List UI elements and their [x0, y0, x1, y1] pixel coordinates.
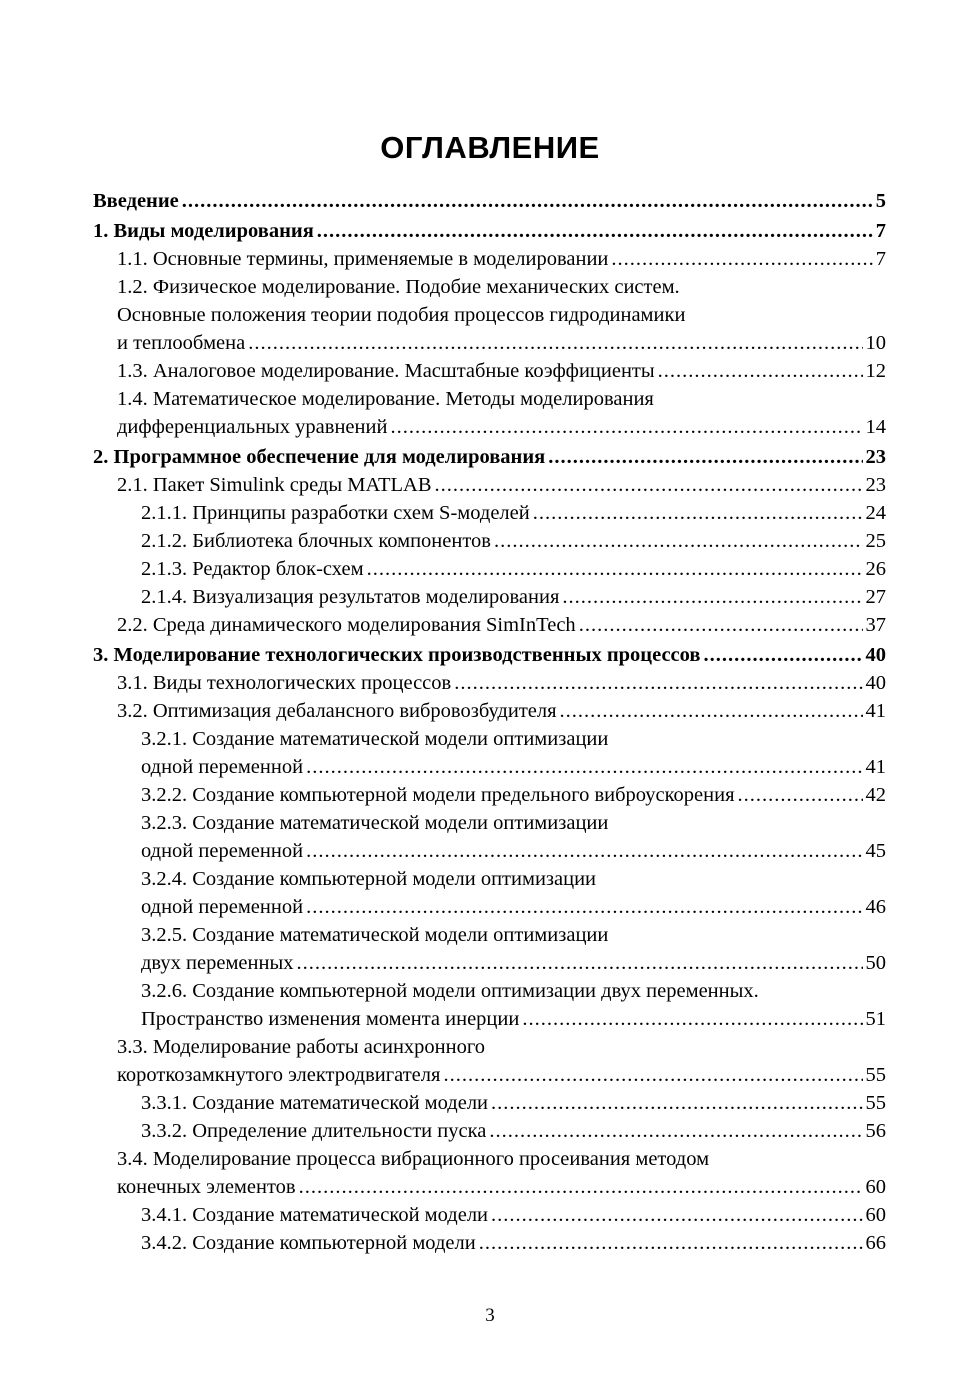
toc-entry-row [117, 245, 886, 273]
toc-page-number: 40 [865, 672, 886, 694]
toc-entry-title: одной переменной [141, 896, 304, 918]
toc-entry [93, 977, 886, 1033]
toc-leader-dots [182, 187, 873, 215]
toc-entry-title: одной переменной [141, 840, 304, 862]
toc-entry-title: 2.1.2. Библиотека блочных компонентов [141, 530, 491, 552]
toc-leader-dots [299, 1173, 863, 1201]
toc-entry-row [93, 187, 886, 215]
toc-entry-title: 1.1. Основные термины, применяемые в моделировании [117, 248, 609, 270]
toc-page-number: 5 [875, 190, 886, 212]
toc-entry-line: 3.2.6. Создание компьютерной модели оптимизации двух переменных. [141, 980, 759, 1002]
toc-page-number: 25 [865, 530, 886, 552]
toc-entry [93, 641, 886, 669]
toc-entry-title: 2. Программное обеспечение для моделирования [93, 446, 546, 468]
toc-entry [93, 499, 886, 527]
toc-entry-title: конечных элементов [117, 1176, 296, 1198]
toc-leader-dots [479, 1229, 863, 1257]
page-title: ОГЛАВЛЕНИЕ [380, 130, 600, 165]
toc-page-number: 60 [865, 1176, 886, 1198]
toc-page-number: 51 [865, 1008, 886, 1030]
toc-page-number: 27 [865, 586, 886, 608]
toc-page-number: 55 [865, 1064, 886, 1086]
toc-leader-dots [443, 1061, 862, 1089]
toc-entry-line: 3.2.1. Создание математической модели оптимизации [141, 728, 609, 750]
toc-page-number: 10 [865, 332, 886, 354]
toc-entry [93, 921, 886, 977]
toc-leader-dots [306, 753, 862, 781]
toc-entry-title: 3.4.1. Создание математической модели [141, 1204, 489, 1226]
toc-entry-title: 2.2. Среда динамического моделирования SimInTech [117, 614, 576, 636]
toc-entry-line: 3.3. Моделирование работы асинхронного [117, 1036, 485, 1058]
toc-entry [93, 385, 886, 441]
toc-leader-dots [611, 245, 872, 273]
toc-entry [93, 1117, 886, 1145]
toc-entry-row [141, 583, 886, 611]
toc-entry-row [141, 1005, 886, 1033]
toc-page-number: 14 [865, 416, 886, 438]
toc-entry-row [141, 781, 886, 809]
toc-page-number: 37 [865, 614, 886, 636]
toc-page-number: 40 [865, 644, 886, 666]
toc-leader-dots [491, 1089, 862, 1117]
toc-entry [93, 611, 886, 639]
toc-entry [93, 1089, 886, 1117]
toc-entry-row [141, 1117, 886, 1145]
table-of-contents [93, 187, 886, 1257]
toc-entry [93, 273, 886, 357]
toc-entry-title: дифференциальных уравнений [117, 416, 388, 438]
toc-entry-line: 3.4. Моделирование процесса вибрационного просеивания методом [117, 1148, 710, 1170]
toc-entry [93, 669, 886, 697]
toc-entry-title: 3.4.2. Создание компьютерной модели [141, 1232, 476, 1254]
toc-page-number: 56 [865, 1120, 886, 1142]
toc-page-number: 60 [865, 1204, 886, 1226]
toc-entry-title: 1. Виды моделирования [93, 220, 314, 242]
toc-leader-dots [562, 583, 862, 611]
toc-leader-dots [297, 949, 863, 977]
toc-entry-title: двух переменных [141, 952, 294, 974]
toc-page-number: 41 [865, 756, 886, 778]
toc-page-number: 12 [865, 360, 886, 382]
toc-page-number: 55 [865, 1092, 886, 1114]
toc-entry [93, 725, 886, 781]
toc-page-number: 7 [875, 220, 886, 242]
toc-leader-dots [658, 357, 863, 385]
toc-entry [93, 357, 886, 385]
toc-leader-dots [579, 611, 863, 639]
toc-page-number: 23 [865, 446, 886, 468]
toc-entry-row [141, 753, 886, 781]
toc-page-number: 42 [865, 784, 886, 806]
toc-leader-dots [491, 1201, 862, 1229]
toc-entry-row [141, 1201, 886, 1229]
toc-page-number: 50 [865, 952, 886, 974]
toc-page-number: 66 [865, 1232, 886, 1254]
toc-leader-dots [560, 697, 863, 725]
toc-entry [93, 809, 886, 865]
toc-entry-title: 1.3. Аналоговое моделирование. Масштабные коэффициенты [117, 360, 655, 382]
toc-entry-row [117, 329, 886, 357]
toc-leader-dots [390, 413, 862, 441]
toc-entry [93, 697, 886, 725]
toc-entry-row [141, 1229, 886, 1257]
toc-entry-row [141, 949, 886, 977]
toc-entry-row [141, 1089, 886, 1117]
toc-entry-title: короткозамкнутого электродвигателя [117, 1064, 441, 1086]
toc-leader-dots [248, 329, 862, 357]
toc-entry-row [141, 837, 886, 865]
toc-page-number: 23 [865, 474, 886, 496]
toc-entry-title: 2.1. Пакет Simulink среды MATLAB [117, 474, 432, 496]
toc-page-number: 45 [865, 840, 886, 862]
toc-entry-line: 1.2. Физическое моделирование. Подобие механических систем. [117, 276, 680, 298]
toc-entry-title: 3.1. Виды технологических процессов [117, 672, 452, 694]
toc-entry [93, 781, 886, 809]
toc-entry-title: Пространство изменения момента инерции [141, 1008, 520, 1030]
toc-page-number: 24 [865, 502, 886, 524]
toc-entry-row [93, 443, 886, 471]
toc-entry-row [117, 413, 886, 441]
toc-entry-row [93, 641, 886, 669]
toc-leader-dots [317, 217, 873, 245]
toc-page-number: 41 [865, 700, 886, 722]
toc-leader-dots [703, 641, 862, 669]
toc-entry-line: 3.2.5. Создание математической модели оптимизации [141, 924, 609, 946]
toc-leader-dots [522, 1005, 862, 1033]
toc-entry-row [117, 669, 886, 697]
toc-entry [93, 1229, 886, 1257]
toc-entry-row [117, 611, 886, 639]
toc-entry [93, 187, 886, 215]
toc-entry-title: 3.2. Оптимизация дебалансного вибровозбудителя [117, 700, 557, 722]
toc-page-number: 26 [865, 558, 886, 580]
toc-leader-dots [489, 1117, 862, 1145]
toc-entry [93, 471, 886, 499]
toc-entry-line: Основные положения теории подобия процессов гидродинамики [117, 304, 686, 326]
toc-entry-row [141, 893, 886, 921]
toc-entry-title: 3.2.2. Создание компьютерной модели предельного виброускорения [141, 784, 735, 806]
toc-entry-row [117, 697, 886, 725]
toc-entry-title: 2.1.1. Принципы разработки схем S-моделей [141, 502, 530, 524]
toc-entry-title: 2.1.3. Редактор блок-схем [141, 558, 364, 580]
toc-leader-dots [306, 837, 862, 865]
toc-leader-dots [738, 781, 863, 809]
toc-entry-row [117, 471, 886, 499]
toc-entry-title: Введение [93, 190, 179, 212]
toc-entry-row [117, 1173, 886, 1201]
toc-entry [93, 217, 886, 245]
toc-page-number: 7 [875, 248, 886, 270]
toc-entry [93, 527, 886, 555]
toc-entry-row [117, 1061, 886, 1089]
toc-page-number: 46 [865, 896, 886, 918]
toc-entry [93, 1201, 886, 1229]
toc-entry-row [141, 555, 886, 583]
toc-entry-line: 3.2.4. Создание компьютерной модели оптимизации [141, 868, 597, 890]
toc-entry-row [141, 499, 886, 527]
toc-entry [93, 1145, 886, 1201]
toc-entry [93, 443, 886, 471]
page-number: 3 [485, 1305, 495, 1326]
toc-entry-title: 3. Моделирование технологических производственных процессов [93, 644, 701, 666]
toc-entry-title: 3.3.1. Создание математической модели [141, 1092, 489, 1114]
toc-entry-line: 3.2.3. Создание математической модели оптимизации [141, 812, 609, 834]
toc-entry-line: 1.4. Математическое моделирование. Методы моделирования [117, 388, 654, 410]
toc-entry [93, 865, 886, 921]
toc-entry [93, 555, 886, 583]
toc-entry [93, 245, 886, 273]
toc-leader-dots [454, 669, 862, 697]
toc-leader-dots [548, 443, 862, 471]
toc-leader-dots [367, 555, 863, 583]
toc-entry [93, 1033, 886, 1089]
toc-entry-title: 3.3.2. Определение длительности пуска [141, 1120, 487, 1142]
toc-entry-row [117, 357, 886, 385]
toc-entry-title: 2.1.4. Визуализация результатов моделирования [141, 586, 560, 608]
toc-entry-title: одной переменной [141, 756, 304, 778]
toc-entry [93, 583, 886, 611]
toc-entry-row [93, 217, 886, 245]
toc-leader-dots [533, 499, 863, 527]
toc-leader-dots [435, 471, 863, 499]
toc-entry-title: и теплообмена [117, 332, 246, 354]
toc-entry-row [141, 527, 886, 555]
toc-leader-dots [494, 527, 863, 555]
toc-leader-dots [306, 893, 862, 921]
